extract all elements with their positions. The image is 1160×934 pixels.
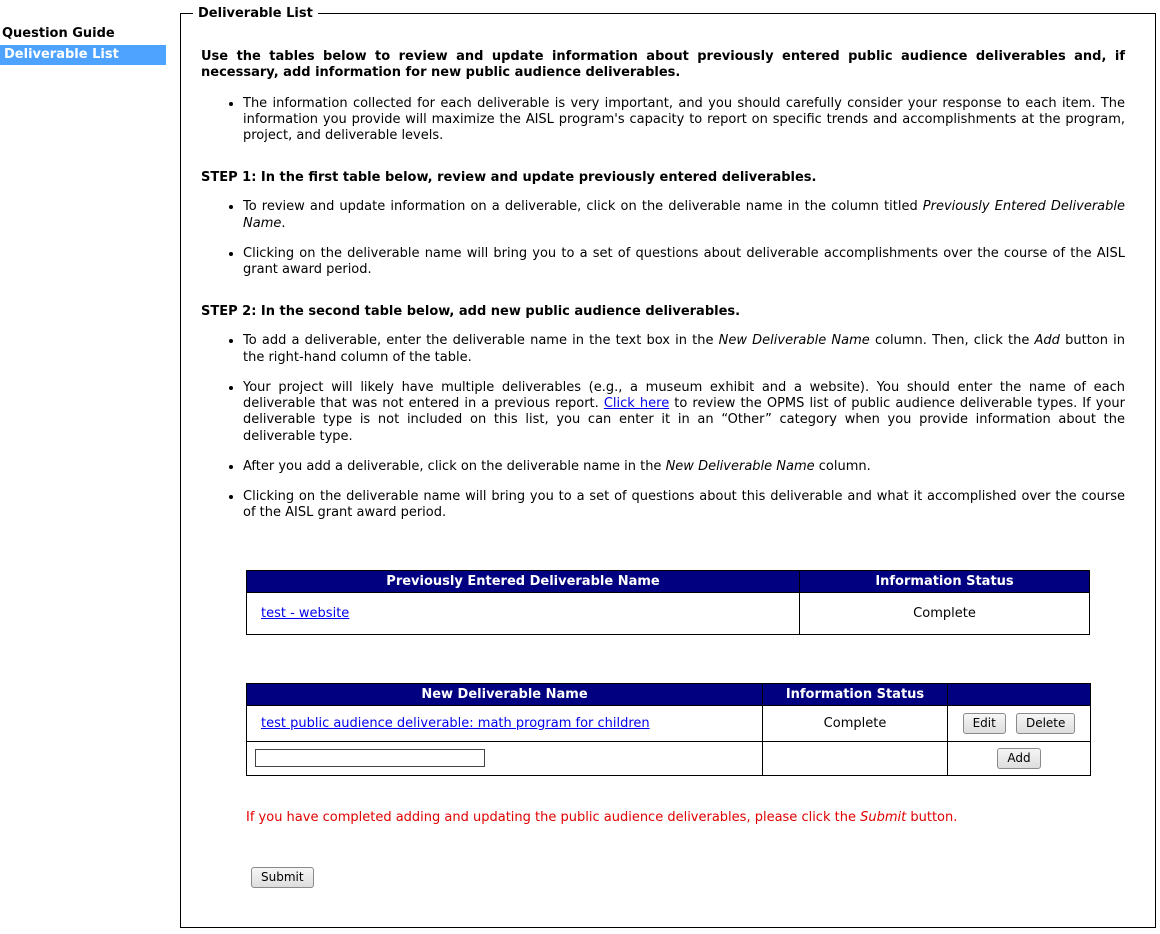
text-segment: to review the OPMS list of public audience deliverable types. If your deliverable type is not included on this list, you can enter it in an “Other” category when you provide information about the deliverable type. (243, 396, 1126, 444)
text-segment: Your project will likely have multiple deliverables (e.g., a museum exhibit and a website). You should enter the name of each deliverable that was not entered in a previous report. (243, 379, 1125, 411)
previously-entered-deliverables-table (246, 570, 1090, 635)
column-header-previous-name: Previously Entered Deliverable Name (247, 570, 800, 592)
panel-content (181, 21, 1155, 888)
step1-bullet-2 (243, 246, 1125, 279)
table-row (247, 592, 1090, 634)
new-deliverable-link[interactable]: test public audience deliverable: math program for children (261, 715, 650, 731)
text-segment: To add a deliverable, enter the deliverable name in the text box in the (243, 333, 719, 349)
add-actions-cell (948, 741, 1091, 775)
column-header-info-status: Information Status (763, 683, 948, 705)
text-segment: button in the right-hand column of the table. (243, 333, 1125, 365)
text-segment: To review and update information on a deliverable, click on the deliverable name in the column titled (243, 199, 923, 215)
deliverable-list-panel (180, 6, 1156, 928)
table-header-row (247, 683, 1091, 705)
text-segment: Add (1034, 333, 1060, 349)
step1-bullet-1 (243, 199, 1125, 232)
actions-cell (948, 705, 1091, 741)
text-segment: . (281, 215, 286, 231)
step2-title: STEP 2: In the second table below, add new public audience deliverables. (201, 304, 741, 320)
step1-bullets (201, 199, 1125, 278)
text-segment: New Deliverable Name (718, 333, 870, 349)
column-header-info-status: Information Status (800, 570, 1090, 592)
text-segment: If you have completed adding and updating the public audience deliverables, please click the (246, 809, 861, 825)
step2-bullets (201, 333, 1125, 521)
new-deliverables-table (246, 683, 1091, 776)
intro-bullet-1 (243, 96, 1125, 145)
column-header-actions (948, 683, 1091, 705)
add-button[interactable]: Add (997, 748, 1040, 769)
status-cell: Complete (800, 592, 1090, 634)
text-segment: The information collected for each deliverable is very important, and you should carefully consider your response to each item. The information you provide will maximize the AISL program's capacity to report on specific trends and accomplishments at the program, project, and deliverable levels. (243, 95, 1125, 143)
edit-button[interactable]: Edit (963, 713, 1006, 734)
intro-bullets (201, 96, 1125, 145)
text-segment: New Deliverable Name (665, 458, 815, 474)
panel-legend: Deliverable List (198, 6, 313, 21)
text-segment: Previously Entered Deliverable Name (243, 199, 1125, 231)
deliverable-name-cell (247, 592, 800, 634)
text-segment: Submit (860, 809, 907, 825)
status-cell: Complete (763, 705, 948, 741)
text-segment: After you add a deliverable, click on the deliverable name in the (243, 458, 666, 474)
new-deliverable-input-cell (247, 741, 763, 775)
text-segment: Clicking on the deliverable name will bring you to a set of questions about this deliverable and what it accomplished over the course of the AISL grant award period. (243, 489, 1125, 521)
table-row (247, 705, 1091, 741)
step2-bullet-2 (243, 380, 1125, 445)
step2-bullet-4 (243, 489, 1125, 522)
intro-heading: Use the tables below to review and update information about previously entered public audience deliverables and, if necessary, add information for new public audience deliverables. (201, 49, 1125, 81)
deliverable-link[interactable]: test - website (261, 605, 350, 621)
sidebar-title: Question Guide (2, 26, 115, 41)
inline-link[interactable]: Click here (603, 396, 670, 411)
sidebar (0, 26, 166, 65)
step1-title: STEP 1: In the first table below, review and update previously entered deliverables. (201, 170, 817, 186)
deliverable-name-cell (247, 705, 763, 741)
text-segment: column. Then, click the (869, 333, 1035, 349)
table-header-row (247, 570, 1090, 592)
step2-bullet-3 (243, 459, 1125, 475)
column-header-new-name: New Deliverable Name (247, 683, 763, 705)
submit-button[interactable]: Submit (251, 867, 314, 888)
step2-bullet-1 (243, 333, 1125, 366)
text-segment: column. (814, 458, 871, 474)
empty-status-cell (763, 741, 948, 775)
sidebar-item-deliverable-list[interactable]: Deliverable List (0, 45, 166, 65)
text-segment: Clicking on the deliverable name will bring you to a set of questions about deliverable accomplishments over the course of the AISL grant award period. (243, 245, 1125, 277)
text-segment: button. (906, 809, 958, 825)
new-deliverable-input[interactable] (255, 749, 485, 767)
add-deliverable-row (247, 741, 1091, 775)
submit-instruction-note (246, 810, 1125, 825)
delete-button[interactable]: Delete (1016, 713, 1075, 734)
